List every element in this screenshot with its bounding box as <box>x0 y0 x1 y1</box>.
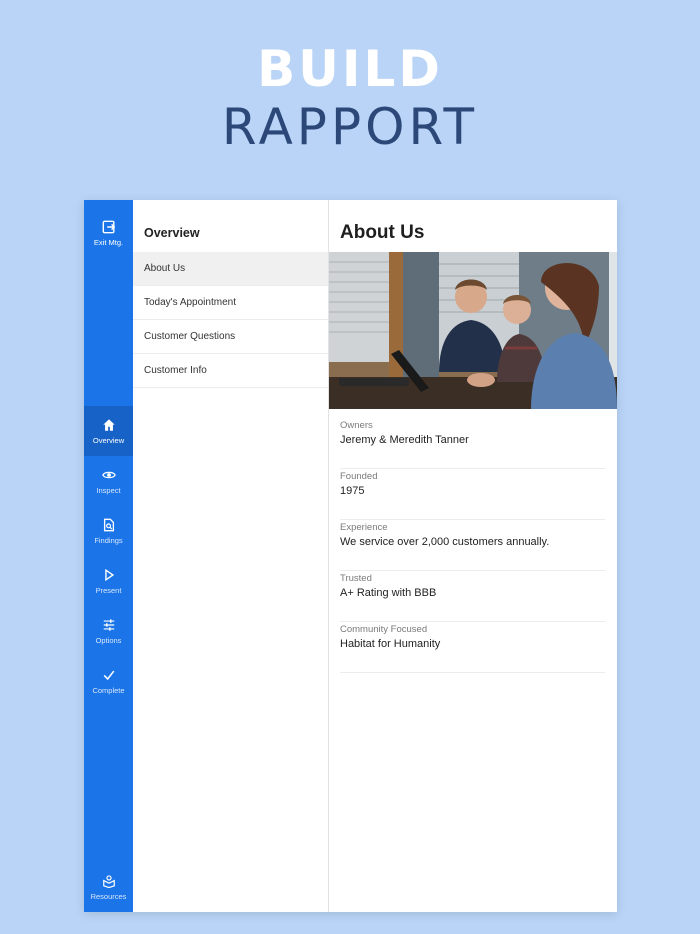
rail-item-complete[interactable] <box>84 656 133 706</box>
detail-label: Community Focused <box>340 624 428 635</box>
detail-value: We service over 2,000 customers annually. <box>340 536 550 548</box>
detail-label: Trusted <box>340 573 372 584</box>
headline-build: BUILD <box>257 40 443 98</box>
detail-label: Owners <box>340 420 373 431</box>
headline-rapport: RAPPORT <box>221 98 479 156</box>
eye-icon <box>102 468 116 482</box>
subnav-title: Overview <box>144 226 200 240</box>
rail-item-label: Options <box>95 635 122 645</box>
detail-value: A+ Rating with BBB <box>340 587 437 599</box>
rail-item-inspect[interactable] <box>84 456 133 506</box>
exit-icon <box>102 220 116 234</box>
rail-item-options[interactable] <box>84 606 133 656</box>
detail-experience <box>340 521 605 571</box>
detail-owners <box>340 419 605 469</box>
page-title: About Us <box>340 222 425 243</box>
rail-item-label: Present <box>95 585 122 595</box>
rail-item-label: Complete <box>92 685 125 695</box>
subnav-item-todays-appointment[interactable]: Today's Appointment <box>133 286 328 320</box>
subnav-item-customer-questions[interactable]: Customer Questions <box>133 320 328 354</box>
play-icon <box>102 568 116 582</box>
about-us-details <box>340 419 605 673</box>
resources-button[interactable] <box>84 862 133 912</box>
checkmark-icon <box>102 668 116 682</box>
detail-trusted <box>340 572 605 622</box>
rail-item-overview[interactable] <box>84 406 133 456</box>
side-rail <box>84 200 133 912</box>
detail-label: Founded <box>340 471 378 482</box>
overview-subnav <box>133 200 329 912</box>
detail-value: 1975 <box>340 485 365 497</box>
detail-founded <box>340 470 605 520</box>
resources-label: Resources <box>90 891 127 901</box>
app-window <box>84 200 617 912</box>
rail-item-present[interactable] <box>84 556 133 606</box>
rail-item-label: Inspect <box>96 485 121 495</box>
team-photo <box>329 252 617 409</box>
subnav-list <box>133 252 328 388</box>
about-us-panel <box>329 200 617 912</box>
detail-label: Experience <box>340 522 388 533</box>
rail-item-label: Findings <box>94 535 123 545</box>
document-search-icon <box>102 518 116 532</box>
detail-community-focused <box>340 623 605 673</box>
detail-value: Jeremy & Meredith Tanner <box>340 434 469 446</box>
rail-item-findings[interactable] <box>84 506 133 556</box>
resources-icon <box>102 874 116 888</box>
exit-meeting-button[interactable] <box>84 208 133 258</box>
rail-item-label: Overview <box>92 435 125 445</box>
detail-value: Habitat for Humanity <box>340 638 441 650</box>
home-icon <box>102 418 116 432</box>
sliders-icon <box>102 618 116 632</box>
subnav-item-customer-info[interactable]: Customer Info <box>133 354 328 388</box>
exit-meeting-label: Exit Mtg. <box>93 237 124 247</box>
subnav-item-about-us[interactable]: About Us <box>133 252 328 286</box>
